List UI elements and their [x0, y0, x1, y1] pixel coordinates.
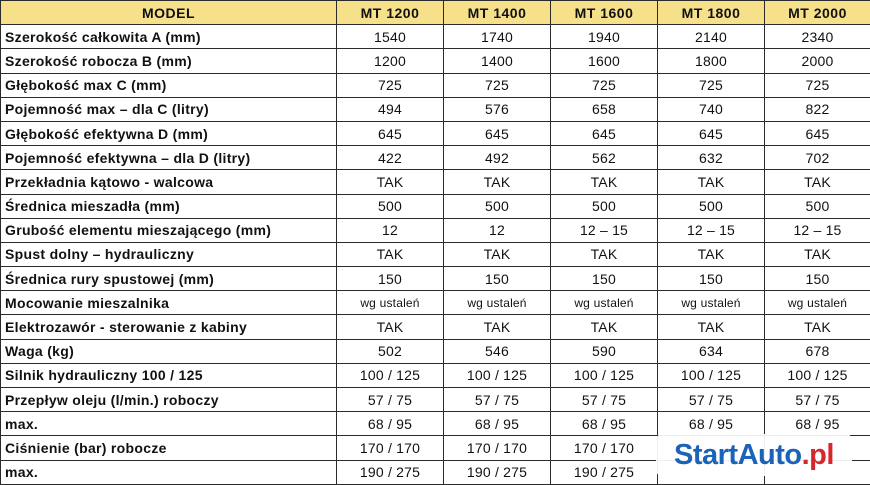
table-row	[1, 339, 870, 363]
row-value: 725	[765, 73, 870, 97]
row-value: 170 / 170	[337, 436, 444, 460]
row-value: TAK	[337, 315, 444, 339]
row-value: 150	[337, 267, 444, 291]
table-row	[1, 25, 870, 49]
row-value: TAK	[551, 242, 658, 266]
row-value: 100 / 125	[551, 363, 658, 387]
row-value: 502	[337, 339, 444, 363]
table-row	[1, 388, 870, 412]
row-value: 1740	[444, 25, 551, 49]
row-value: 12 – 15	[551, 218, 658, 242]
row-value: 658	[551, 97, 658, 121]
startauto-watermark	[656, 434, 852, 476]
row-value: TAK	[337, 242, 444, 266]
watermark-domain: .pl	[802, 439, 834, 472]
row-value: 190 / 275	[444, 460, 551, 484]
row-value: 1200	[337, 49, 444, 73]
row-value: 1400	[444, 49, 551, 73]
table-row	[1, 242, 870, 266]
table-row	[1, 170, 870, 194]
row-value: TAK	[658, 315, 765, 339]
row-value: 57 / 75	[551, 388, 658, 412]
row-value: TAK	[765, 170, 870, 194]
row-value: 57 / 75	[337, 388, 444, 412]
row-value: 500	[658, 194, 765, 218]
row-value: 150	[551, 267, 658, 291]
row-value: 645	[658, 121, 765, 145]
table-row	[1, 412, 870, 436]
row-value: 645	[551, 121, 658, 145]
table-row	[1, 315, 870, 339]
row-value: 150	[765, 267, 870, 291]
table-row	[1, 49, 870, 73]
row-label: Pojemność max – dla C (litry)	[1, 97, 337, 121]
row-value: 500	[444, 194, 551, 218]
row-value: 494	[337, 97, 444, 121]
row-value: 562	[551, 146, 658, 170]
row-value: 150	[444, 267, 551, 291]
row-value: 2140	[658, 25, 765, 49]
table-row	[1, 267, 870, 291]
row-value: wg ustaleń	[765, 291, 870, 315]
table-row	[1, 218, 870, 242]
row-value: 492	[444, 146, 551, 170]
row-value: 68 / 95	[337, 412, 444, 436]
row-value: TAK	[337, 170, 444, 194]
row-value: 500	[337, 194, 444, 218]
row-value: TAK	[551, 170, 658, 194]
row-value: 100 / 125	[658, 363, 765, 387]
table-row	[1, 291, 870, 315]
row-label: Spust dolny – hydrauliczny	[1, 242, 337, 266]
table-row	[1, 97, 870, 121]
row-label: Szerokość całkowita A (mm)	[1, 25, 337, 49]
row-value: 1940	[551, 25, 658, 49]
row-value: 1800	[658, 49, 765, 73]
row-value: TAK	[551, 315, 658, 339]
row-value: 725	[444, 73, 551, 97]
row-value: 2340	[765, 25, 870, 49]
row-value: 100 / 125	[337, 363, 444, 387]
row-value: 822	[765, 97, 870, 121]
header-mt1400: MT 1400	[444, 1, 551, 25]
row-value: TAK	[444, 315, 551, 339]
row-value: 12	[444, 218, 551, 242]
row-label: Grubość elementu mieszającego (mm)	[1, 218, 337, 242]
row-label: Waga (kg)	[1, 339, 337, 363]
row-value: 68 / 95	[765, 412, 870, 436]
row-value: 422	[337, 146, 444, 170]
row-label: Szerokość robocza B (mm)	[1, 49, 337, 73]
row-value: TAK	[658, 170, 765, 194]
row-label: Głębokość max C (mm)	[1, 73, 337, 97]
row-value: 12 – 15	[765, 218, 870, 242]
row-label: max.	[1, 460, 337, 484]
header-mt1600: MT 1600	[551, 1, 658, 25]
row-value: 170 / 170	[444, 436, 551, 460]
row-value: 68 / 95	[658, 412, 765, 436]
row-value: wg ustaleń	[337, 291, 444, 315]
row-value: TAK	[444, 242, 551, 266]
row-value: 57 / 75	[444, 388, 551, 412]
row-label: max.	[1, 412, 337, 436]
row-label: Głębokość efektywna D (mm)	[1, 121, 337, 145]
row-value: 68 / 95	[551, 412, 658, 436]
table-row	[1, 146, 870, 170]
row-value: 12 – 15	[658, 218, 765, 242]
row-label: Silnik hydrauliczny 100 / 125	[1, 363, 337, 387]
row-value: 100 / 125	[765, 363, 870, 387]
watermark-brand: StartAuto	[674, 439, 802, 472]
row-value: 740	[658, 97, 765, 121]
row-label: Ciśnienie (bar) robocze	[1, 436, 337, 460]
row-label: Średnica mieszadła (mm)	[1, 194, 337, 218]
row-value: 645	[765, 121, 870, 145]
row-value: 500	[765, 194, 870, 218]
row-value: wg ustaleń	[551, 291, 658, 315]
header-mt1200: MT 1200	[337, 1, 444, 25]
row-value: 1540	[337, 25, 444, 49]
header-model: MODEL	[1, 1, 337, 25]
row-value: TAK	[765, 315, 870, 339]
table-row	[1, 363, 870, 387]
row-value: TAK	[444, 170, 551, 194]
row-value: 2000	[765, 49, 870, 73]
table-row	[1, 194, 870, 218]
row-value: 702	[765, 146, 870, 170]
row-value: 645	[444, 121, 551, 145]
row-value: 1600	[551, 49, 658, 73]
row-value: 590	[551, 339, 658, 363]
row-label: Przepływ oleju (l/min.) roboczy	[1, 388, 337, 412]
row-value: 68 / 95	[444, 412, 551, 436]
row-label: Mocowanie mieszalnika	[1, 291, 337, 315]
header-mt2000: MT 2000	[765, 1, 870, 25]
row-value: 725	[551, 73, 658, 97]
row-value: 725	[337, 73, 444, 97]
row-value: 632	[658, 146, 765, 170]
row-value: 190 / 275	[551, 460, 658, 484]
row-value: 190 / 275	[337, 460, 444, 484]
row-value: 546	[444, 339, 551, 363]
row-value: 576	[444, 97, 551, 121]
row-value: 645	[337, 121, 444, 145]
row-label: Elektrozawór - sterowanie z kabiny	[1, 315, 337, 339]
row-value: wg ustaleń	[444, 291, 551, 315]
table-row	[1, 73, 870, 97]
header-mt1800: MT 1800	[658, 1, 765, 25]
row-value: 12	[337, 218, 444, 242]
row-label: Przekładnia kątowo - walcowa	[1, 170, 337, 194]
row-value: 100 / 125	[444, 363, 551, 387]
row-label: Pojemność efektywna – dla D (litry)	[1, 146, 337, 170]
row-label: Średnica rury spustowej (mm)	[1, 267, 337, 291]
row-value: wg ustaleń	[658, 291, 765, 315]
row-value: 678	[765, 339, 870, 363]
row-value: TAK	[658, 242, 765, 266]
row-value: 57 / 75	[658, 388, 765, 412]
row-value: 170 / 170	[551, 436, 658, 460]
table-row	[1, 121, 870, 145]
row-value: TAK	[765, 242, 870, 266]
row-value: 500	[551, 194, 658, 218]
header-row	[1, 1, 870, 25]
row-value: 57 / 75	[765, 388, 870, 412]
row-value: 725	[658, 73, 765, 97]
row-value: 150	[658, 267, 765, 291]
row-value: 634	[658, 339, 765, 363]
